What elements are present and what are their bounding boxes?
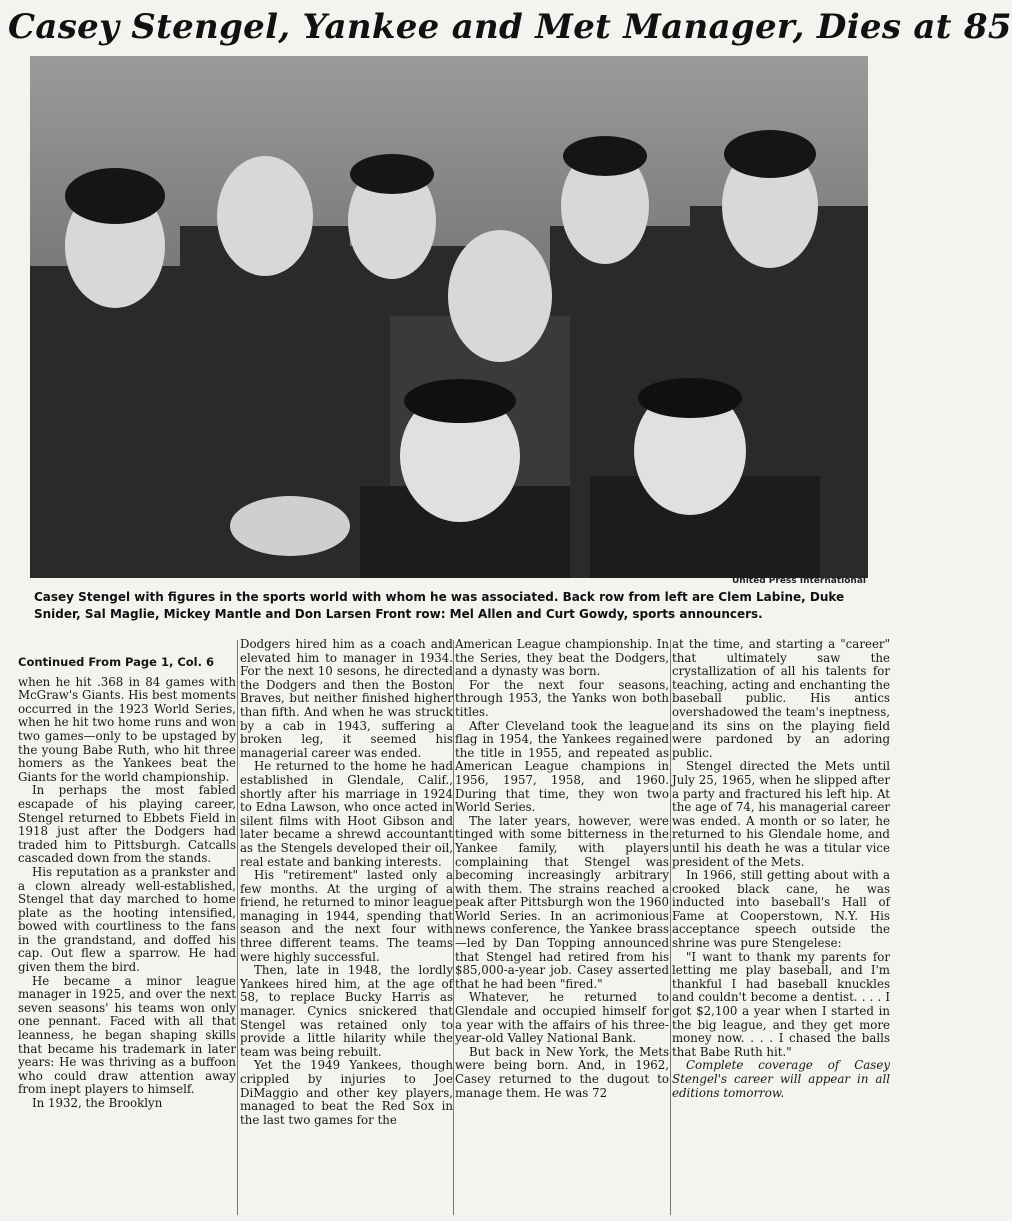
quote-paragraph: "I want to thank my parents for letting me play baseball, and I'm thankful I had baseball knuckles and couldn't become a dentist. . . . I got $2,100 a year when I started in the big league, and they get more money now. . . . I chased the balls that Babe Ruth hit."	[672, 949, 890, 1059]
news-photo	[30, 56, 868, 578]
photo-caption: Casey Stengel with figures in the sports world with whom he was associated. Back row from left are Clem Labine, Duke Snider, Sal Maglie, Mickey Mantle and Don Larsen Front row: Mel Allen and Curt Gowdy, sports announcers.	[34, 590, 845, 621]
article-column-3	[455, 638, 669, 1218]
paragraph: The later years, however, were tinged with some bitterness in the Yankee family, with players complaining that Stengel was becoming increasingly arbitrary with them. The strains reached a peak after Pittsburgh won the 1960 World Series. In an acrimonious news conference, the Yankee brass—led by Dan Topping announced that Stengel had retired from his $85,000-a-year job. Casey asserted that he had been "fired."	[455, 813, 669, 991]
paragraph: Whatever, he returned to Glendale and occupied himself for a year with the affairs of his three-year-old Valley National Bank.	[455, 990, 669, 1046]
paragraph: In 1966, still getting about with a crooked black cane, he was inducted into baseball's Hall of Fame at Cooperstown, N.Y. His acceptance speech outside the shrine was pure Stengelese:	[672, 868, 890, 951]
paragraph: After Cleveland took the league flag in 1954, the Yankees regained the title in 1955, and repeated as American League champions in 1956, 1957, 1958, and 1960. During that time, they won two World Series.	[455, 718, 669, 815]
column-rule	[670, 640, 671, 1215]
paragraph: Stengel directed the Mets until July 25, 1965, when he slipped after a party and fractured his left hip. At the age of 74, his managerial career was ended. A month or so later, he returned to his Glendale home, and until his death he was a titular vice president of the Mets.	[672, 759, 890, 869]
paragraph: For the next four seasons, through 1953, the Yanks won both titles.	[455, 677, 669, 719]
article-column-4	[672, 638, 890, 1218]
paragraph: In perhaps the most fabled escapade of his playing career, Stengel returned to Ebbets Field in 1918 just after the Dodgers had traded him to Pittsburgh. Catcalls cascaded down from the stands.	[18, 783, 236, 866]
coverage-note: Complete coverage of Casey Stengel's career will appear in all editions tomorrow.	[672, 1058, 890, 1100]
paragraph: Dodgers hired him as a coach and elevated him to manager in 1934. For the next 10 sesons, he directed the Dodgers and then the Boston Braves, but neither finished higher than fifth. And when he was struck by a cab in 1943, suffering a broken leg, it seemed his managerial career was ended.	[240, 637, 453, 760]
paragraph: American League championship. In the Series, they beat the Dodgers, and a dynasty was born.	[455, 637, 669, 679]
paragraph: when he hit .368 in 84 games with McGraw's Giants. His best moments occurred in the 1923 World Series, when he hit two home runs and won two games—only to be upstaged by the young Babe Ruth, who hit three homers as the Yankees beat the Giants for the world championship.	[18, 674, 236, 784]
paragraph: Then, late in 1948, the lordly Yankees hired him, at the age of 58, to replace Bucky Harris as manager. Cynics snickered that Stengel was retained only to provide a little hilarity while the team was being rebuilt.	[240, 963, 453, 1059]
headline: Casey Stengel, Yankee and Met Manager, Dies at 85	[8, 7, 1012, 47]
article-column-2	[240, 638, 453, 1218]
continued-from-line: Continued From Page 1, Col. 6	[18, 655, 214, 669]
photo-credit: United Press International	[732, 576, 866, 586]
paragraph: Yet the 1949 Yankees, though crippled by injuries to Joe DiMaggio and other key players, managed to beat the Red Sox in the last two games for the	[240, 1058, 453, 1127]
column-rule	[453, 640, 454, 1215]
paragraph: His "retirement" lasted only a few months. At the urging of a friend, he returned to minor league managing in 1944, spending that season and the next four with three different teams. The teams were highly successful.	[240, 868, 453, 964]
article-column-1	[18, 638, 236, 1218]
paragraph: His reputation as a prankster and a clown already well-established, Stengel that day marched to home plate as the hooting intensified, bowed with courtliness to the fans in the grandstand, and doffed his cap. Out flew a sparrow. He had given them the bird.	[18, 864, 236, 975]
group-photo-illustration	[30, 56, 868, 578]
column-rule	[237, 640, 238, 1215]
paragraph: at the time, and starting a "career" that ultimately saw the crystallization of all his talents for teaching, acting and enchanting the baseball public. His antics overshadowed the team's ineptness, and its sins on the playing field were pardoned by an adoring public.	[672, 637, 890, 760]
paragraph: He returned to the home he had established in Glendale, Calif., shortly after his marriage in 1924 to Edna Lawson, who once acted in silent films with Hoot Gibson and later became a shrewd accountant as the Stengels developed their oil, real estate and banking interests.	[240, 759, 453, 869]
paragraph: But back in New York, the Mets were being born. And, in 1962, Casey returned to the dugout to manage them. He was 72	[455, 1044, 669, 1100]
paragraph: He became a minor league manager in 1925, and over the next seven seasons' his teams won only one pennant. Faced with all that leanness, he began shaping skills that became his trademark in later years: He was thriving as a buffoon who could draw attention away from inept players to himself.	[18, 973, 236, 1097]
paragraph: In 1932, the Brooklyn	[32, 1096, 163, 1110]
